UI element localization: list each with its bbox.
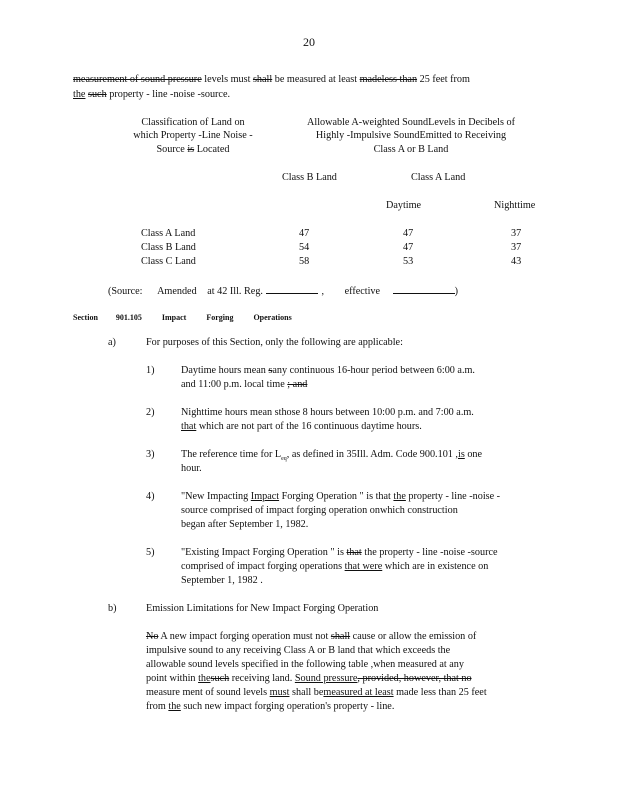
b-underline-4: measured at least (323, 687, 394, 698)
item-1-number: 1) (146, 365, 155, 376)
subsection-b-marker: b) (108, 603, 117, 614)
b-text-7: made less than 25 feet (393, 687, 487, 698)
intro-line-2 (73, 88, 230, 101)
source-effective-blank (393, 283, 455, 294)
item-3-subscript: eq (281, 456, 287, 463)
b-strike-1: No (146, 631, 159, 642)
intro-text-4: property - line -noise -source. (106, 89, 231, 100)
item-2-underline-1: that (181, 421, 197, 432)
item-4-underline-1: Impact (250, 491, 280, 502)
section-word-impact: Impact (161, 313, 187, 322)
item-2-line-2 (181, 420, 422, 433)
col1-header-line-2: which Property -Line Noise - (133, 130, 253, 142)
b-underline-2: Sound pressure (294, 673, 358, 684)
b-text-9: such new impact forging operation's property - line. (180, 701, 395, 712)
row-label: Class A Land (141, 228, 196, 239)
item-1-text-1: Daytime hours mean (181, 365, 269, 376)
col2-header-line-2: Highly -Impulsive SoundEmitted to Receiving (315, 130, 507, 142)
intro-line-1 (73, 73, 533, 86)
item-4-line-1 (181, 490, 500, 503)
b-para-line-1 (146, 630, 476, 643)
section-code: 901.105 (115, 313, 142, 322)
section-label: Section (73, 313, 98, 322)
intro-text-1: levels must (201, 74, 253, 85)
item-5-number: 5) (146, 547, 155, 558)
row-nighttime-value: 37 (511, 242, 522, 253)
b-strike-4: , provided, however, that no (357, 673, 472, 684)
subsection-b-heading: Emission Limitations for New Impact Forging Operation (146, 603, 379, 614)
b-strike-2: shall (330, 631, 351, 642)
item-1-strike-1: s (268, 365, 273, 376)
b-text-3: point within (146, 673, 199, 684)
item-5-text-2: the property - line -noise -source (361, 547, 498, 558)
page-number: 20 (303, 35, 315, 49)
intro-text-3: 25 feet from (417, 74, 470, 85)
section-word-operations: Operations (253, 313, 292, 322)
item-5-line-2 (181, 560, 488, 573)
nighttime-header: Nighttime (494, 200, 536, 211)
intro-underline-1: the (73, 89, 86, 100)
item-4-underline-2: the (393, 491, 406, 502)
source-amended: Amended (157, 286, 197, 297)
item-5-underline-1: that were (344, 561, 383, 572)
item-3-underline-1: is (457, 449, 465, 460)
section-heading (73, 311, 292, 324)
b-para-line-2: impulsive sound to any receiving Class A or B land that which exceeds the (146, 645, 451, 656)
source-label: (Source: (108, 286, 143, 297)
item-4-line-2: source comprised of impact forging operation onwhich construction (181, 505, 458, 516)
b-text-1: A new impact forging operation must not (158, 631, 331, 642)
row-class-b-value: 58 (299, 256, 310, 267)
col1-header-source: Source (156, 143, 188, 155)
item-4-text-2: Forging Operation " is that (279, 491, 394, 502)
subsection-a-marker: a) (108, 337, 116, 348)
item-1-line-1 (181, 364, 475, 377)
b-underline-3: must (269, 687, 290, 698)
col1-header-line-1: Classification of Land on (141, 117, 245, 128)
item-5-strike-1: that (346, 547, 362, 558)
row-nighttime-value: 43 (511, 256, 522, 267)
row-daytime-value: 47 (403, 242, 414, 253)
intro-strike-2: shall (252, 74, 273, 85)
table-col2-header (284, 116, 538, 156)
b-text-5: measure ment of sound levels (146, 687, 270, 698)
row-label: Class B Land (141, 242, 196, 253)
item-5-line-1 (181, 546, 498, 559)
row-label: Class C Land (141, 256, 196, 267)
intro-strike-1: measurement of sound pressure (73, 74, 202, 85)
intro-strike-3: madeless than (359, 74, 418, 85)
item-4-number: 4) (146, 491, 155, 502)
item-3-line-1 (181, 448, 482, 466)
section-word-forging: Forging (206, 313, 234, 322)
row-daytime-value: 47 (403, 228, 414, 239)
b-para-line-3: allowable sound levels specified in the following table ,when measured at any (146, 659, 464, 670)
b-text-6: shall be (289, 687, 324, 698)
class-b-land-header: Class B Land (282, 172, 337, 183)
item-1-strike-2: ; and (287, 379, 308, 390)
b-strike-3: such (210, 673, 230, 684)
source-close-paren: ) (454, 286, 459, 297)
item-4-text-3: property - line -noise - (405, 491, 501, 502)
b-underline-1: the (198, 673, 211, 684)
source-effective: effective (344, 286, 381, 297)
source-reg-blank (266, 283, 318, 294)
item-3-text-2: , as defined in 35Ill. Adm. Code 900.101 , (286, 449, 458, 460)
col2-header-line-3: Class A or B Land (373, 143, 449, 155)
row-class-b-value: 47 (299, 228, 310, 239)
col1-header-is-strike: is (187, 143, 195, 155)
item-3-text-3: one (464, 449, 483, 460)
class-a-land-header: Class A Land (411, 172, 466, 183)
item-2-line-1: Nighttime hours mean sthose 8 hours between 10:00 p.m. and 7:00 a.m. (181, 407, 474, 418)
item-4-line-3: began after September 1, 1982. (181, 519, 309, 530)
item-3-text-1: The reference time for L (181, 449, 282, 460)
item-5-text-3: comprised of impact forging operations (181, 561, 345, 572)
b-para-line-4 (146, 672, 472, 685)
subsection-a-text: For purposes of this Section, only the following are applicable: (146, 337, 403, 348)
item-2-text-1: which are not part of the 16 continuous daytime hours. (196, 421, 422, 432)
b-text-8: from (146, 701, 169, 712)
item-5-line-3: September 1, 1982 . (181, 575, 263, 586)
item-1-line-2 (181, 378, 307, 391)
col1-header-located: Located (194, 143, 230, 155)
item-5-text-4: which are in existence on (382, 561, 489, 572)
row-nighttime-value: 37 (511, 228, 522, 239)
intro-text-2: be measured at least (272, 74, 360, 85)
b-para-line-5 (146, 686, 487, 699)
table-col1-header (118, 116, 268, 156)
b-text-2: cause or allow the emission of (350, 631, 477, 642)
source-comma: , (321, 286, 325, 297)
col1-header-line-3 (118, 143, 268, 156)
row-class-b-value: 54 (299, 242, 310, 253)
col2-header-line-1: Allowable A-weighted SoundLevels in Decibels of (307, 117, 515, 128)
item-1-text-3: and 11:00 p.m. local time (181, 379, 288, 390)
daytime-header: Daytime (386, 200, 422, 211)
item-1-text-2: any continuous 16-hour period between 6:00 a.m. (272, 365, 475, 376)
item-4-text-1: "New Impacting (181, 491, 251, 502)
item-2-number: 2) (146, 407, 155, 418)
item-3-line-2: hour. (181, 463, 202, 474)
b-para-line-6 (146, 700, 394, 713)
b-text-4: receiving land. (229, 673, 295, 684)
source-reg: at 42 Ill. Reg. (207, 286, 263, 297)
intro-strike-4: such (88, 89, 107, 100)
b-underline-5: the (168, 701, 181, 712)
item-5-text-1: "Existing Impact Forging Operation " is (181, 547, 347, 558)
source-line (108, 283, 458, 298)
row-daytime-value: 53 (403, 256, 414, 267)
item-3-number: 3) (146, 449, 155, 460)
